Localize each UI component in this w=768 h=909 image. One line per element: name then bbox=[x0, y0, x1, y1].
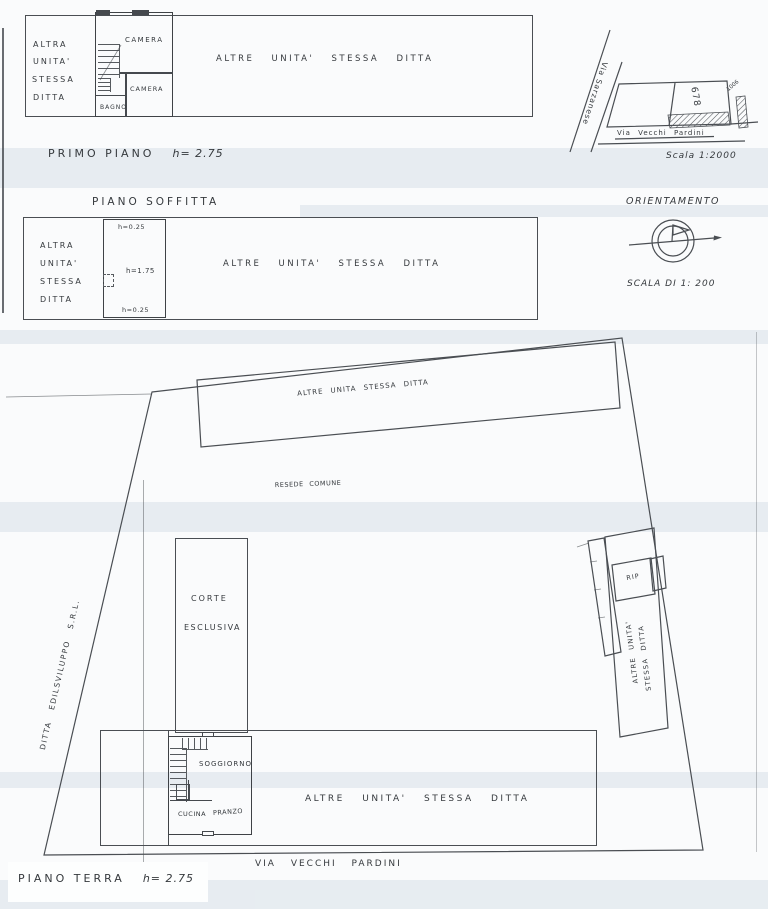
interior-wall bbox=[170, 800, 212, 801]
court-label-line1: CORTE bbox=[191, 594, 228, 603]
boundary-extension-line bbox=[6, 394, 151, 397]
street-name-via-vecchi-pardini: VIA VECCHI PARDINI bbox=[255, 859, 402, 869]
bottom-building-label: ALTRE UNITA' STESSA DITTA bbox=[305, 794, 530, 804]
room-label-cucina: CUCINA bbox=[178, 810, 207, 818]
map-parcel-outline bbox=[607, 81, 731, 127]
attic-title: PIANO SOFFITTA bbox=[92, 196, 220, 208]
adjacent-unit-text-line: DITTA bbox=[40, 295, 74, 304]
ground-floor-height-note: h= 2.75 bbox=[142, 872, 195, 885]
right-building-tick bbox=[577, 543, 589, 547]
adjacent-units-label: ALTRE UNITA' STESSA DITTA bbox=[216, 54, 434, 64]
right-building-strip bbox=[588, 538, 621, 656]
compass-outer-circle bbox=[652, 220, 694, 262]
attic-hatch-opening bbox=[103, 274, 114, 287]
right-building-tick bbox=[590, 561, 597, 562]
interior-wall bbox=[120, 72, 173, 74]
adjacent-unit-text-line: ALTRA bbox=[33, 40, 68, 49]
adjacent-units-label: ALTRE UNITA' STESSA DITTA bbox=[223, 259, 441, 269]
map-subject-building-hatch bbox=[668, 112, 730, 128]
adjacent-unit-text-line: STESSA bbox=[32, 75, 75, 84]
street-name-via-vecchi-pardini-map: Via Vecchi Pardini bbox=[617, 129, 705, 137]
map-small-number: 1006 bbox=[725, 79, 741, 93]
door-symbol bbox=[202, 732, 214, 737]
attic-height-top: h=0.25 bbox=[118, 223, 146, 231]
attic-height-middle: h=1.75 bbox=[126, 267, 155, 275]
adjacent-unit-text-line: ALTRA bbox=[40, 241, 75, 250]
upper-building-label: ALTRE UNITA STESSA DITTA bbox=[296, 378, 430, 398]
court-label-line2: ESCLUSIVA bbox=[184, 623, 242, 632]
orientation-scale-label: SCALA DI 1: 200 bbox=[627, 279, 716, 289]
map-scale-label: Scala 1:2000 bbox=[666, 151, 737, 161]
scan-edge-line bbox=[2, 28, 4, 313]
compass-needle-flag bbox=[673, 225, 689, 235]
right-building-tick bbox=[598, 617, 605, 618]
adjacent-unit-text-line: DITTA bbox=[33, 93, 67, 102]
staircase-lower bbox=[98, 78, 111, 92]
room-label-camera-top: CAMERA bbox=[125, 36, 164, 44]
interior-wall bbox=[96, 95, 126, 96]
first-floor-title bbox=[48, 147, 224, 160]
compass-needle bbox=[672, 225, 673, 241]
parcel-number: 678 bbox=[688, 86, 702, 108]
map-parcel-division bbox=[669, 83, 675, 126]
compass-inner-circle bbox=[658, 226, 688, 256]
first-floor-title-text: PRIMO PIANO bbox=[48, 147, 155, 160]
right-building-label-line1: ALTRE UNITA' bbox=[624, 620, 640, 684]
map-street-line-lower bbox=[598, 141, 745, 144]
compass-axis-line bbox=[629, 238, 714, 245]
right-building-label-line2: STESSA DITTA bbox=[636, 624, 654, 692]
common-yard-label: RESEDE COMUNE bbox=[274, 478, 342, 490]
right-building-tick bbox=[594, 589, 601, 590]
scan-band bbox=[0, 502, 768, 532]
adjacent-unit-text-line: UNITA' bbox=[33, 57, 72, 66]
door-symbol bbox=[202, 831, 214, 836]
road-name-via-sarzanese: Via Sarzanese bbox=[580, 60, 610, 127]
adjacent-unit-text-line: STESSA bbox=[40, 277, 83, 286]
room-label-bagno: BAGNO bbox=[100, 104, 127, 111]
room-label-soggiorno: SOGGIORNO bbox=[199, 760, 252, 768]
first-floor-height-note: h= 2.75 bbox=[172, 147, 224, 160]
adjacent-unit-text-line: UNITA' bbox=[40, 259, 79, 268]
room-label-camera-bottom: CAMERA bbox=[130, 85, 164, 93]
map-street-line bbox=[731, 122, 758, 124]
orientation-title: ORIENTAMENTO bbox=[626, 196, 721, 207]
wall-segment bbox=[132, 10, 149, 15]
wall-segment bbox=[96, 10, 110, 15]
ground-floor-title-text: PIANO TERRA bbox=[18, 872, 125, 885]
ground-floor-title bbox=[18, 872, 194, 885]
staircase bbox=[98, 44, 120, 78]
exclusive-court-outline bbox=[175, 538, 248, 733]
scan-band bbox=[0, 330, 768, 344]
scan-edge-line-right bbox=[756, 332, 757, 852]
map-sliver-hatch bbox=[736, 96, 748, 128]
room-label-pranzo: PRANZO bbox=[212, 806, 244, 818]
right-building-body bbox=[605, 528, 668, 737]
upper-building-polygon bbox=[197, 342, 620, 447]
right-building-annex bbox=[650, 556, 666, 591]
storage-room-label: RIP bbox=[625, 571, 641, 583]
compass-arrowhead bbox=[714, 236, 723, 241]
owner-boundary-label: DITTA EDILSVILUPPO S.R.L. bbox=[37, 598, 82, 751]
interior-wall bbox=[188, 780, 189, 800]
attic-height-bottom: h=0.25 bbox=[122, 306, 150, 314]
